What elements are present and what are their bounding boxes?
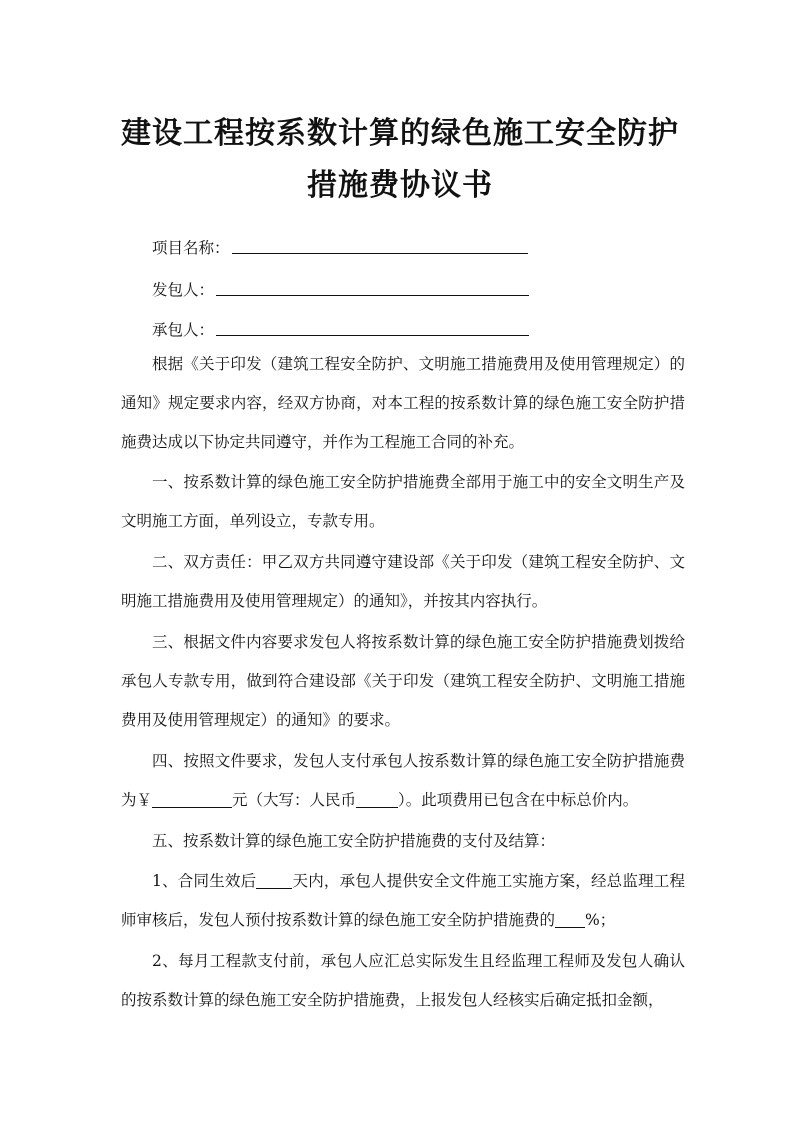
clause-4-paragraph [121, 742, 685, 820]
amount-blank [152, 791, 232, 808]
contractor-field [152, 318, 529, 340]
days-blank [256, 872, 292, 889]
clause-1-paragraph: 一、按系数计算的绿色施工安全防护措施费全部用于施工中的安全文明生产及文明施工方面，单列设立，专款专用。 [121, 473, 685, 530]
project-name-label: 项目名称： [152, 239, 230, 257]
contractor-blank [216, 334, 529, 336]
project-name-field [152, 236, 528, 258]
sub-clause-1-text-c: %； [585, 911, 616, 929]
sub-clause-1-text-b: 天内，承包人提供安全文件施工实施方案，经总监理工程师审核后，发包人预付按系数计算的绿色施工安全防护措施费的 [121, 872, 685, 929]
sub-clause-1-text-a: 1、合同生效后 [152, 872, 257, 890]
employer-field [152, 278, 529, 300]
clause-4-text-b: 元（大写：人民币 [232, 791, 357, 809]
contractor-label: 承包人： [152, 321, 215, 339]
clause-3-paragraph: 三、根据文件内容要求发包人将按系数计算的绿色施工安全防护措施费划拨给承包人专款专用，做到符合建设部《关于印发（建筑工程安全防护、文明施工措施费用及使用管理规定）的通知》的要求。 [121, 633, 685, 729]
amount-words-blank [356, 791, 398, 808]
clause-4-text-a: 四、按照文件要求，发包人支付承包人按系数计算的绿色施工安全防护措施费为￥ [121, 752, 685, 809]
clause-4-text-c: ）。此项费用已包含在中标总价内。 [398, 791, 639, 809]
percent-blank [555, 911, 585, 928]
employer-label: 发包人： [152, 281, 215, 299]
sub-clause-2-paragraph: 2、每月工程款支付前，承包人应汇总实际发生且经监理工程师及发包人确认的按系数计算的绿色施工安全防护措施费，上报发包人经核实后确定抵扣金额， [121, 952, 685, 1009]
sub-clause-1-paragraph [121, 862, 685, 940]
employer-blank [216, 294, 529, 296]
intro-paragraph: 根据《关于印发（建筑工程安全防护、文明施工措施费用及使用管理规定）的通知》规定要求内容，经双方协商，对本工程的按系数计算的绿色施工安全防护措施费达成以下协定共同遵守，并作为工程施工合同的补充。 [121, 355, 685, 451]
document-title-line-1: 建设工程按系数计算的绿色施工安全防护 [121, 116, 679, 151]
project-name-blank [232, 252, 528, 254]
clause-5-paragraph: 五、按系数计算的绿色施工安全防护措施费的支付及结算： [152, 832, 556, 850]
clause-2-paragraph: 二、双方责任：甲乙双方共同遵守建设部《关于印发（建筑工程安全防护、文明施工措施费用及使用管理规定）的通知》，并按其内容执行。 [121, 553, 685, 610]
document-title-line-2: 措施费协议书 [307, 168, 493, 203]
